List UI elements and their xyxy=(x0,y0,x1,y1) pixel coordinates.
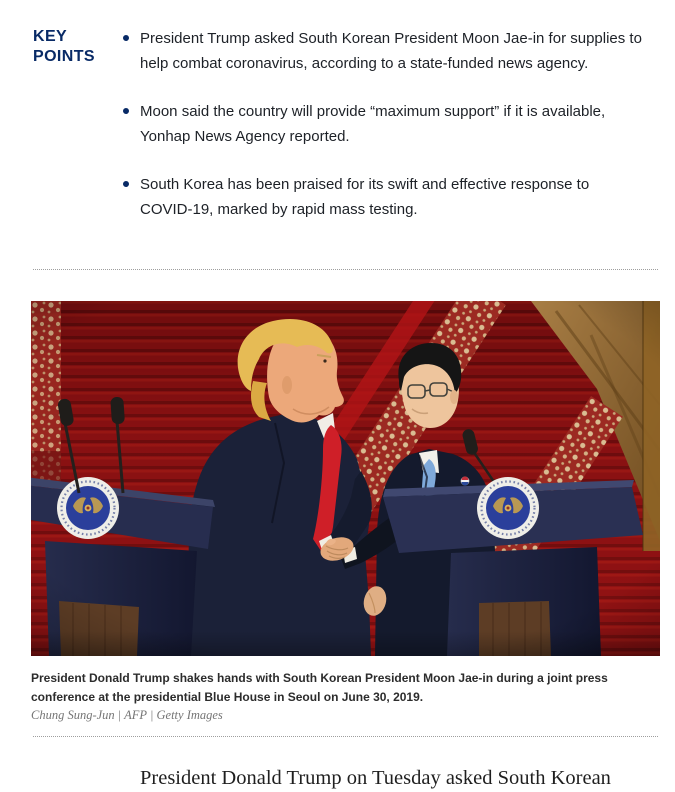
section-divider xyxy=(33,269,658,270)
key-point-item: President Trump asked South Korean President Moon Jae-in for supplies to help combat coronavirus, according to a state-funded news agency. xyxy=(122,26,642,76)
article-photo xyxy=(31,301,660,656)
article-body-opening: President Donald Trump on Tuesday asked South Korean xyxy=(140,767,611,789)
photo-caption: President Donald Trump shakes hands with South Korean President Moon Jae-in during a joint press conference at the presidential Blue House in Seoul on June 30, 2019. xyxy=(31,671,608,704)
key-point-item: South Korea has been praised for its swift and effective response to COVID-19, marked by rapid mass testing. xyxy=(122,172,642,222)
key-point-item: Moon said the country will provide “maximum support” if it is available, Yonhap News Agency reported. xyxy=(122,99,642,149)
photo-credit: Chung Sung-Jun | AFP | Getty Images xyxy=(31,708,223,722)
key-points-list xyxy=(122,26,642,245)
key-points-heading: KEY POINTS xyxy=(33,28,95,65)
photo-vignette xyxy=(31,301,660,656)
section-divider xyxy=(33,736,658,737)
photo-illustration xyxy=(31,301,660,656)
